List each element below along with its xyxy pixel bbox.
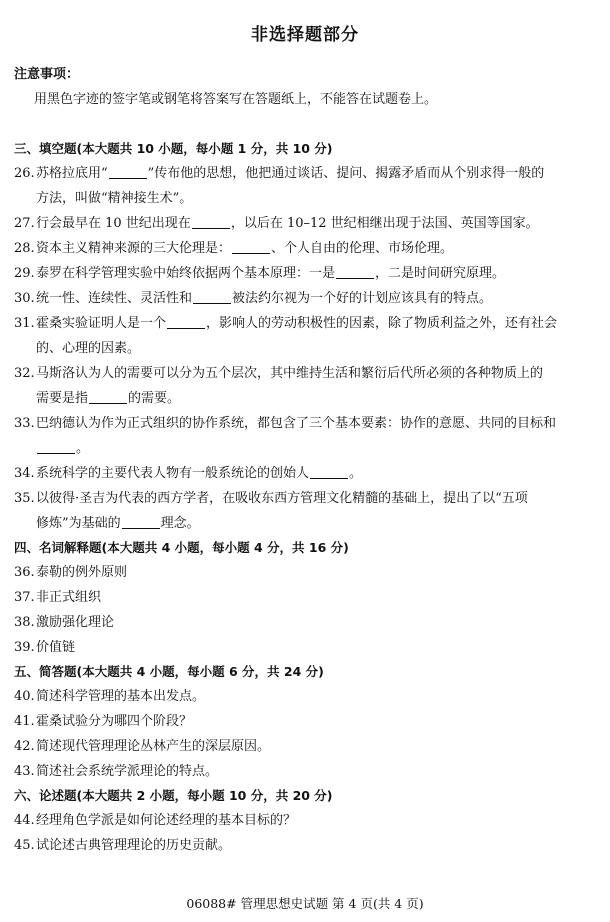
question-number: 43. xyxy=(14,764,35,779)
question-number: 33. xyxy=(14,416,35,431)
question-28 xyxy=(14,236,600,261)
question-number: 29. xyxy=(14,266,35,281)
question-text: 试论述古典管理理论的历史贡献。 xyxy=(36,838,232,853)
question-list xyxy=(14,137,600,858)
question-32-continued: 需要是指 的需要。 xyxy=(36,391,181,406)
notice-body: 用黑色字迹的签字笔或钢笔将答案写在答题纸上，不能答在试题卷上。 xyxy=(34,92,438,107)
question-37 xyxy=(14,585,600,610)
question-text: 马斯洛认为人的需要可以分为五个层次，其中维持生活和繁衍后代所必须的各种物质上的 xyxy=(36,366,544,381)
question-38 xyxy=(14,610,600,635)
answer-blank xyxy=(232,239,270,254)
question-text: 经理角色学派是如何论述经理的基本目标的？ xyxy=(36,813,297,828)
question-34 xyxy=(14,461,600,486)
question-text: 简述现代管理理论丛林产生的深层原因。 xyxy=(36,739,271,754)
question-number: 34. xyxy=(14,466,35,481)
question-35-continued: 修炼”为基础的 理念。 xyxy=(36,516,200,531)
section-heading-fill: 三、填空题(本大题共 10 小题，每小题 1 分，共 10 分) xyxy=(14,141,333,156)
question-30 xyxy=(14,286,600,311)
question-number: 35. xyxy=(14,491,35,506)
question-text: 资本主义精神来源的三大伦理是： 、个人自由的伦理、市场伦理。 xyxy=(36,241,454,256)
question-number: 41. xyxy=(14,714,35,729)
question-26-continued: 方法，叫做“精神接生术”。 xyxy=(36,191,193,206)
question-26 xyxy=(14,161,600,186)
question-33-continued: 。 xyxy=(14,436,600,461)
question-text: 泰勒的例外原则 xyxy=(36,565,128,580)
question-text: 泰罗在科学管理实验中始终依据两个基本原理：一是 ，二是时间研究原理。 xyxy=(36,266,506,281)
question-number: 42. xyxy=(14,739,35,754)
question-33 xyxy=(14,411,600,436)
question-number: 40. xyxy=(14,689,35,704)
section-heading-short-answer: 五、简答题(本大题共 4 小题，每小题 6 分，共 24 分) xyxy=(14,664,324,679)
answer-blank xyxy=(109,164,147,179)
question-text: 统一性、连续性、灵活性和 被法约尔视为一个好的计划应该具有的特点。 xyxy=(36,291,493,306)
answer-blank xyxy=(89,389,127,404)
question-number: 30. xyxy=(14,291,35,306)
question-27 xyxy=(14,211,600,236)
question-text: 价值链 xyxy=(36,640,76,655)
question-number: 38. xyxy=(14,615,35,630)
question-number: 27. xyxy=(14,216,35,231)
question-number: 31. xyxy=(14,316,35,331)
question-32 xyxy=(14,361,600,386)
section-heading-terms: 四、名词解释题(本大题共 4 小题，每小题 4 分，共 16 分) xyxy=(14,540,349,555)
question-number: 39. xyxy=(14,640,35,655)
question-text: 巴纳德认为作为正式组织的协作系统，都包含了三个基本要素：协作的意愿、共同的目标和 xyxy=(36,416,557,431)
question-39 xyxy=(14,635,600,660)
question-36 xyxy=(14,560,600,585)
question-number: 37. xyxy=(14,590,35,605)
question-text: 非正式组织 xyxy=(36,590,102,605)
answer-blank xyxy=(167,314,205,329)
question-number: 45. xyxy=(14,838,35,853)
question-text: 简述科学管理的基本出发点。 xyxy=(36,689,206,704)
answer-blank xyxy=(192,214,230,229)
question-44 xyxy=(14,808,600,833)
question-31 xyxy=(14,311,600,336)
question-29 xyxy=(14,261,600,286)
question-number: 32. xyxy=(14,366,35,381)
question-text: 简述社会系统学派理论的特点。 xyxy=(36,764,219,779)
question-text: 苏格拉底用“ ”传布他的思想，他把通过谈话、提问、揭露矛盾而从个别求得一般的 xyxy=(36,166,545,181)
question-number: 36. xyxy=(14,565,35,580)
page-footer: 06088# 管理思想史试题 第 4 页(共 4 页) xyxy=(186,896,424,911)
question-text: 霍桑实验证明人是一个 ，影响人的劳动积极性的因素，除了物质利益之外，还有社会 xyxy=(36,316,558,331)
question-text: 系统科学的主要代表人物有一般系统论的创始人 。 xyxy=(36,466,363,481)
question-number: 28. xyxy=(14,241,35,256)
answer-blank xyxy=(193,289,231,304)
question-31-continued: 的、心理的因素。 xyxy=(36,341,141,356)
answer-blank xyxy=(310,464,348,479)
question-42 xyxy=(14,734,600,759)
question-41 xyxy=(14,709,600,734)
question-number: 44. xyxy=(14,813,35,828)
answer-blank xyxy=(122,514,160,529)
question-text: 以彼得·圣吉为代表的西方学者，在吸收东西方管理文化精髓的基础上，提出了以“五项 xyxy=(36,491,528,506)
answer-blank xyxy=(37,439,75,454)
question-40 xyxy=(14,684,600,709)
answer-blank xyxy=(336,264,374,279)
question-43 xyxy=(14,759,600,784)
question-text: 激励强化理论 xyxy=(36,615,115,630)
notice-heading: 注意事项： xyxy=(14,67,80,82)
page-title: 非选择题部分 xyxy=(251,25,359,45)
question-45 xyxy=(14,833,600,858)
question-text: 霍桑试验分为哪四个阶段？ xyxy=(36,714,193,729)
question-text: 行会最早在 10 世纪出现在 ，以后在 10–12 世纪相继出现于法国、英国等国家。 xyxy=(36,216,539,231)
section-heading-essay: 六、论述题(本大题共 2 小题，每小题 10 分，共 20 分) xyxy=(14,788,333,803)
question-number: 26. xyxy=(14,166,35,181)
question-35 xyxy=(14,486,600,511)
